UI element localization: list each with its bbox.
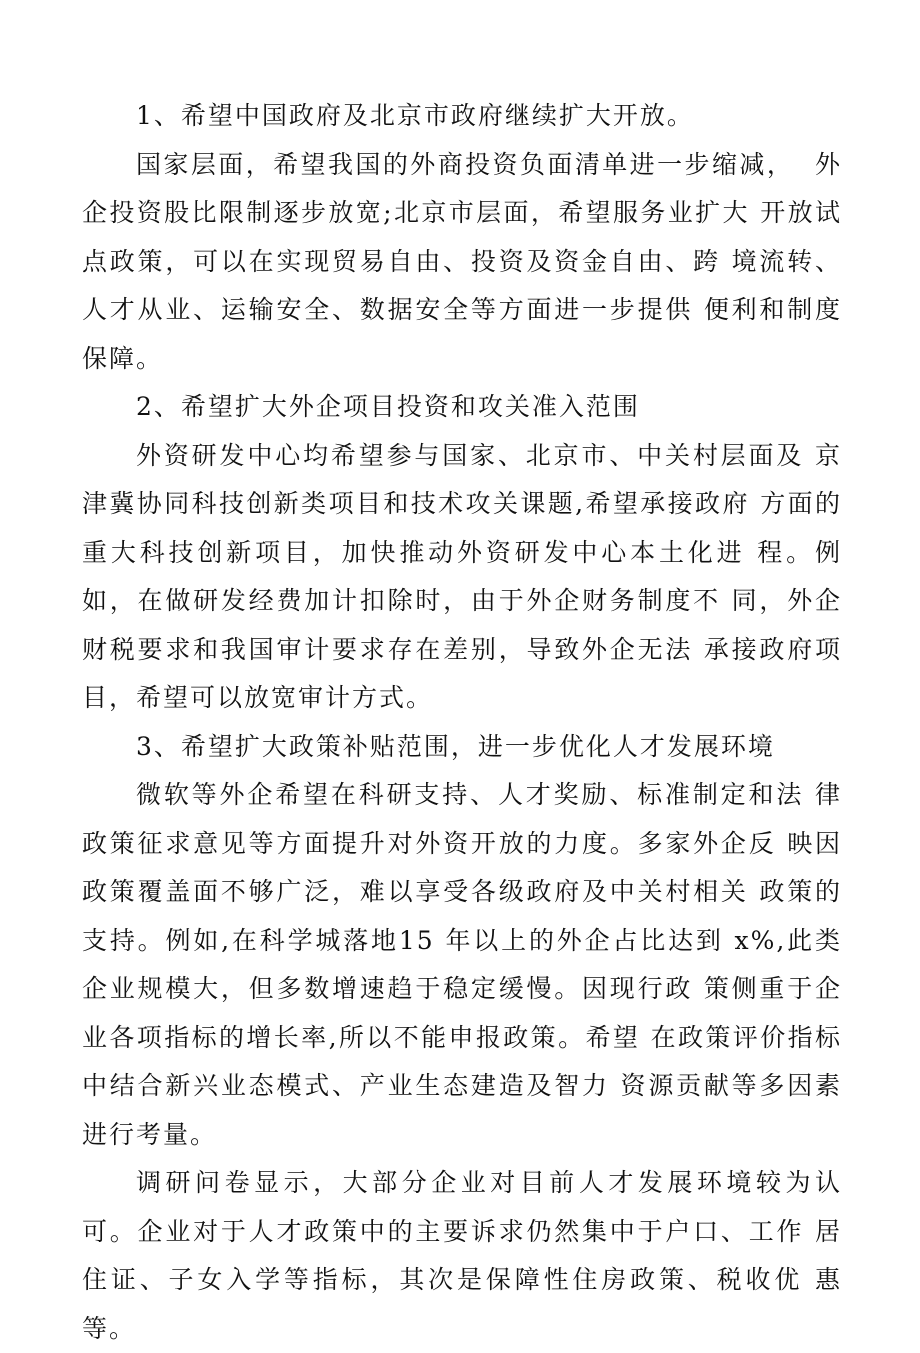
section-heading-1: 1、希望中国政府及北京市政府继续扩大开放。 (136, 101, 694, 130)
section-heading-2: 2、希望扩大外企项目投资和攻关准入范围 (136, 392, 640, 421)
section-heading-3: 3、希望扩大政策补贴范围，进一步优化人才发展环境 (136, 731, 775, 761)
paragraph-4: 调研问卷显示，大部分企业对目前人才发展环境较为认 可。企业对于人才政策中的主要诉求仍然集中于户口、工作 居住证、子女入学等指标，其次是保障性住房政策、税收优 惠等。 (82, 1168, 852, 1343)
paragraph-3: 微软等外企希望在科研支持、人才奖励、标准制定和法 律政策征求意见等方面提升对外资开放的力度。多家外企反 映因政策覆盖面不够广泛，难以享受各级政府及中关村相关 政策的支持。例如,在科学城落地15 年以上的外企占比达到 x%,此类企业规模大，但多数增速趋于稳定缓慢。因现行政 策侧重于企业各项指标的增长率,所以不能申报政策。希望 在政策评价指标中结合新兴业态模式、产业生态建造及智力 资源贡献等多因素进行考量。 (82, 780, 842, 1149)
paragraph-1: 国家层面，希望我国的外商投资负面清单进一步缩减， 外企投资股比限制逐步放宽;北京市层面，希望服务业扩大 开放试点政策，可以在实现贸易自由、投资及资金自由、跨 境流转、人才从业、运输安全、数据安全等方面进一步提供 便利和制度保障。 (82, 149, 842, 373)
paragraph-2: 外资研发中心均希望参与国家、北京市、中关村层面及 京津冀协同科技创新类项目和技术攻关课题,希望承接政府 方面的重大科技创新项目，加快推动外资研发中心本土化进 程。例如，在做研发经费加计扣除时，由于外企财务制度不 同，外企财税要求和我国审计要求存在差别，导致外企无法 承接政府项目，希望可以放宽审计方式。 (82, 440, 842, 712)
document-body (82, 92, 852, 1353)
